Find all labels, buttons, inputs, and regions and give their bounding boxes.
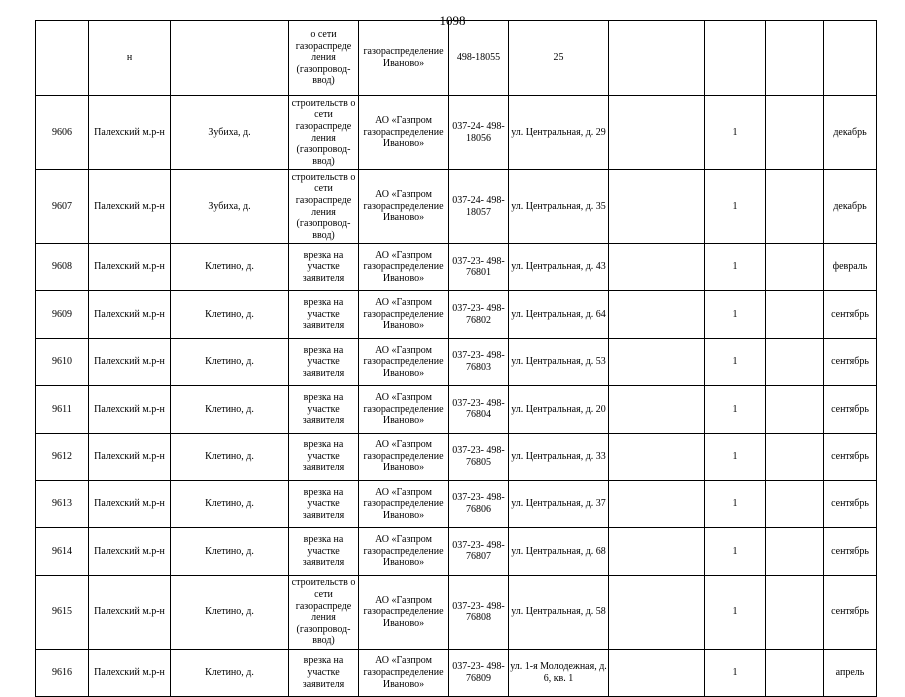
organization-cell: АО «Газпром газораспределение Иваново» bbox=[359, 244, 449, 291]
application-code-cell: 037-24- 498-18057 bbox=[449, 170, 509, 244]
month-cell: сентябрь bbox=[824, 386, 877, 433]
quantity-cell: 1 bbox=[705, 480, 766, 527]
district-cell: Палехский м.р-н bbox=[89, 170, 171, 244]
organization-cell: газораспределение Иваново» bbox=[359, 21, 449, 96]
address-cell: ул. Центральная, д. 29 bbox=[509, 96, 609, 170]
table-row bbox=[36, 386, 877, 433]
locality-cell: Клетино, д. bbox=[171, 575, 289, 649]
row-number: 9616 bbox=[36, 649, 89, 696]
application-code-cell: 037-23- 498-76806 bbox=[449, 480, 509, 527]
page-number: 1098 bbox=[439, 13, 466, 28]
empty-cell bbox=[609, 480, 705, 527]
work-type-cell: строительств о сети газораспреде ления (газопровод- ввод) bbox=[289, 575, 359, 649]
row-number bbox=[36, 21, 89, 96]
address-cell: ул. Центральная, д. 43 bbox=[509, 244, 609, 291]
row-number: 9611 bbox=[36, 386, 89, 433]
empty-cell bbox=[609, 170, 705, 244]
quantity-cell bbox=[705, 21, 766, 96]
address-cell: ул. Центральная, д. 64 bbox=[509, 291, 609, 338]
quantity-cell: 1 bbox=[705, 649, 766, 696]
empty-cell bbox=[766, 480, 824, 527]
locality-cell: Клетино, д. bbox=[171, 433, 289, 480]
empty-cell bbox=[766, 528, 824, 575]
organization-cell: АО «Газпром газораспределение Иваново» bbox=[359, 170, 449, 244]
empty-cell bbox=[609, 433, 705, 480]
month-cell: апрель bbox=[824, 649, 877, 696]
application-code-cell: 037-23- 498-76808 bbox=[449, 575, 509, 649]
application-code-cell: 037-23- 498-76807 bbox=[449, 528, 509, 575]
locality-cell: Зубиха, д. bbox=[171, 170, 289, 244]
locality-cell: Клетино, д. bbox=[171, 528, 289, 575]
table-row bbox=[36, 433, 877, 480]
district-cell: Палехский м.р-н bbox=[89, 244, 171, 291]
district-cell: Палехский м.р-н bbox=[89, 480, 171, 527]
application-code-cell: 037-23- 498-76804 bbox=[449, 386, 509, 433]
district-cell: н bbox=[89, 21, 171, 96]
district-cell: Палехский м.р-н bbox=[89, 291, 171, 338]
organization-cell: АО «Газпром газораспределение Иваново» bbox=[359, 433, 449, 480]
application-code-cell: 037-23- 498-76805 bbox=[449, 433, 509, 480]
application-code-cell: 037-23- 498-76802 bbox=[449, 291, 509, 338]
district-cell: Палехский м.р-н bbox=[89, 528, 171, 575]
application-code-cell: 498-18055 bbox=[449, 21, 509, 96]
work-type-cell: строительств о сети газораспреде ления (газопровод- ввод) bbox=[289, 96, 359, 170]
work-type-cell: врезка на участке заявителя bbox=[289, 338, 359, 385]
district-cell: Палехский м.р-н bbox=[89, 649, 171, 696]
work-type-cell: врезка на участке заявителя bbox=[289, 480, 359, 527]
empty-cell bbox=[766, 386, 824, 433]
work-type-cell: строительств о сети газораспреде ления (газопровод- ввод) bbox=[289, 170, 359, 244]
organization-cell: АО «Газпром газораспределение Иваново» bbox=[359, 649, 449, 696]
district-cell: Палехский м.р-н bbox=[89, 433, 171, 480]
application-code-cell: 037-24- 498-18056 bbox=[449, 96, 509, 170]
district-cell: Палехский м.р-н bbox=[89, 96, 171, 170]
work-type-cell: врезка на участке заявителя bbox=[289, 386, 359, 433]
work-type-cell: врезка на участке заявителя bbox=[289, 528, 359, 575]
district-cell: Палехский м.р-н bbox=[89, 575, 171, 649]
month-cell: сентябрь bbox=[824, 528, 877, 575]
empty-cell bbox=[609, 386, 705, 433]
table-row bbox=[36, 649, 877, 696]
work-type-cell: врезка на участке заявителя bbox=[289, 433, 359, 480]
locality-cell: Зубиха, д. bbox=[171, 96, 289, 170]
locality-cell: Клетино, д. bbox=[171, 338, 289, 385]
locality-cell: Клетино, д. bbox=[171, 244, 289, 291]
row-number: 9610 bbox=[36, 338, 89, 385]
quantity-cell: 1 bbox=[705, 170, 766, 244]
quantity-cell: 1 bbox=[705, 386, 766, 433]
table-body bbox=[36, 21, 877, 697]
address-cell: ул. Центральная, д. 33 bbox=[509, 433, 609, 480]
month-cell bbox=[824, 21, 877, 96]
address-cell: ул. Центральная, д. 58 bbox=[509, 575, 609, 649]
address-cell: ул. Центральная, д. 53 bbox=[509, 338, 609, 385]
empty-cell bbox=[609, 96, 705, 170]
organization-cell: АО «Газпром газораспределение Иваново» bbox=[359, 575, 449, 649]
empty-cell bbox=[609, 528, 705, 575]
locality-cell: Клетино, д. bbox=[171, 480, 289, 527]
table-row bbox=[36, 528, 877, 575]
application-code-cell: 037-23- 498-76809 bbox=[449, 649, 509, 696]
organization-cell: АО «Газпром газораспределение Иваново» bbox=[359, 528, 449, 575]
row-number: 9612 bbox=[36, 433, 89, 480]
quantity-cell: 1 bbox=[705, 528, 766, 575]
table-row bbox=[36, 96, 877, 170]
locality-cell: Клетино, д. bbox=[171, 386, 289, 433]
empty-cell bbox=[766, 338, 824, 385]
empty-cell bbox=[609, 338, 705, 385]
table-row bbox=[36, 291, 877, 338]
empty-cell bbox=[609, 244, 705, 291]
address-cell: 25 bbox=[509, 21, 609, 96]
month-cell: сентябрь bbox=[824, 480, 877, 527]
registry-table bbox=[35, 20, 877, 697]
month-cell: сентябрь bbox=[824, 291, 877, 338]
row-number: 9609 bbox=[36, 291, 89, 338]
quantity-cell: 1 bbox=[705, 338, 766, 385]
quantity-cell: 1 bbox=[705, 291, 766, 338]
quantity-cell: 1 bbox=[705, 433, 766, 480]
organization-cell: АО «Газпром газораспределение Иваново» bbox=[359, 386, 449, 433]
row-number: 9606 bbox=[36, 96, 89, 170]
locality-cell bbox=[171, 21, 289, 96]
empty-cell bbox=[766, 649, 824, 696]
empty-cell bbox=[766, 433, 824, 480]
row-number: 9607 bbox=[36, 170, 89, 244]
quantity-cell: 1 bbox=[705, 244, 766, 291]
empty-cell bbox=[609, 649, 705, 696]
quantity-cell: 1 bbox=[705, 96, 766, 170]
empty-cell bbox=[609, 21, 705, 96]
table-row bbox=[36, 575, 877, 649]
table-row bbox=[36, 170, 877, 244]
month-cell: сентябрь bbox=[824, 575, 877, 649]
row-number: 9615 bbox=[36, 575, 89, 649]
empty-cell bbox=[766, 96, 824, 170]
district-cell: Палехский м.р-н bbox=[89, 338, 171, 385]
month-cell: сентябрь bbox=[824, 433, 877, 480]
work-type-cell: врезка на участке заявителя bbox=[289, 649, 359, 696]
month-cell: декабрь bbox=[824, 96, 877, 170]
address-cell: ул. Центральная, д. 37 bbox=[509, 480, 609, 527]
month-cell: декабрь bbox=[824, 170, 877, 244]
organization-cell: АО «Газпром газораспределение Иваново» bbox=[359, 291, 449, 338]
address-cell: ул. 1-я Молодежная, д. 6, кв. 1 bbox=[509, 649, 609, 696]
work-type-cell: врезка на участке заявителя bbox=[289, 244, 359, 291]
district-cell: Палехский м.р-н bbox=[89, 386, 171, 433]
row-number: 9613 bbox=[36, 480, 89, 527]
empty-cell bbox=[766, 170, 824, 244]
table-row bbox=[36, 244, 877, 291]
row-number: 9608 bbox=[36, 244, 89, 291]
address-cell: ул. Центральная, д. 35 bbox=[509, 170, 609, 244]
empty-cell bbox=[766, 244, 824, 291]
table-row bbox=[36, 338, 877, 385]
work-type-cell: врезка на участке заявителя bbox=[289, 291, 359, 338]
month-cell: февраль bbox=[824, 244, 877, 291]
locality-cell: Клетино, д. bbox=[171, 649, 289, 696]
empty-cell bbox=[609, 575, 705, 649]
empty-cell bbox=[766, 291, 824, 338]
empty-cell bbox=[766, 575, 824, 649]
locality-cell: Клетино, д. bbox=[171, 291, 289, 338]
organization-cell: АО «Газпром газораспределение Иваново» bbox=[359, 480, 449, 527]
address-cell: ул. Центральная, д. 20 bbox=[509, 386, 609, 433]
organization-cell: АО «Газпром газораспределение Иваново» bbox=[359, 96, 449, 170]
row-number: 9614 bbox=[36, 528, 89, 575]
quantity-cell: 1 bbox=[705, 575, 766, 649]
address-cell: ул. Центральная, д. 68 bbox=[509, 528, 609, 575]
application-code-cell: 037-23- 498-76801 bbox=[449, 244, 509, 291]
table-row bbox=[36, 21, 877, 96]
month-cell: сентябрь bbox=[824, 338, 877, 385]
empty-cell bbox=[609, 291, 705, 338]
application-code-cell: 037-23- 498-76803 bbox=[449, 338, 509, 385]
table-row bbox=[36, 480, 877, 527]
empty-cell bbox=[766, 21, 824, 96]
work-type-cell: о сети газораспреде ления (газопровод- ввод) bbox=[289, 21, 359, 96]
organization-cell: АО «Газпром газораспределение Иваново» bbox=[359, 338, 449, 385]
